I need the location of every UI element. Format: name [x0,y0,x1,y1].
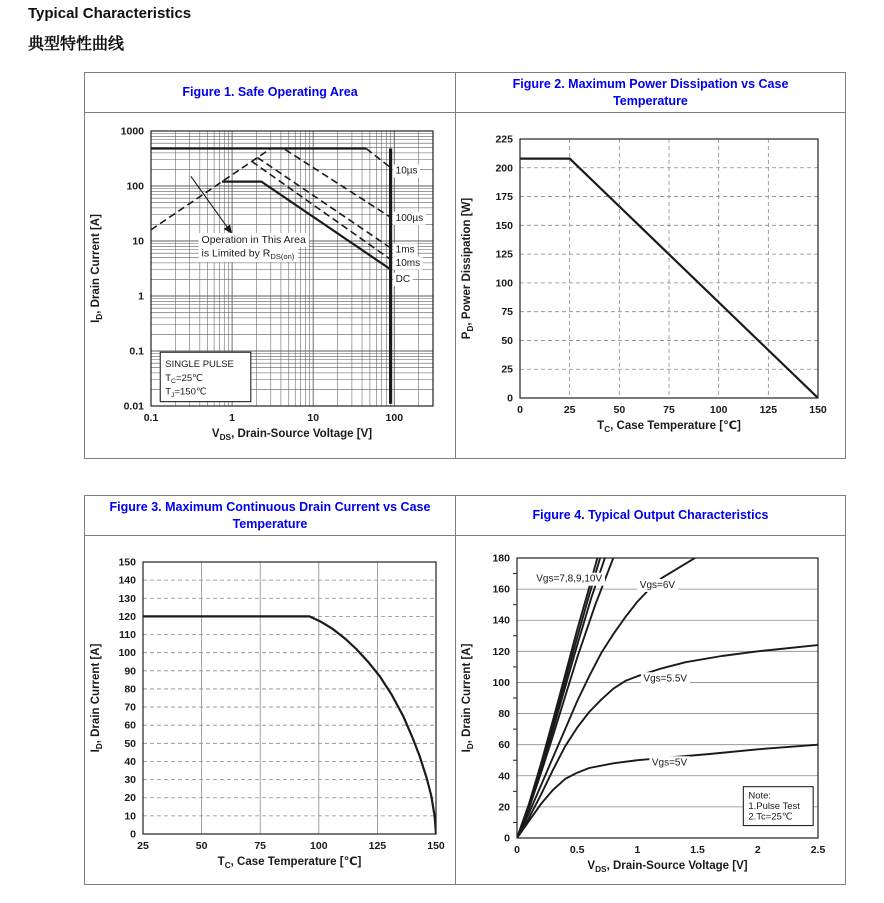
svg-text:Operation in This Area: Operation in This Area [201,233,306,246]
svg-text:ID, Drain Current [A]: $I_D$, Drain Current [A] [90,214,104,323]
figure-2-title: Figure 2. Maximum Power Dissipation vs Case Temperature [456,73,845,113]
svg-text:1: 1 [138,290,144,303]
svg-text:150: 150 [809,404,827,416]
fig3-grid [143,562,436,834]
svg-text:150: 150 [495,219,513,232]
svg-text:100: 100 [310,840,328,852]
svg-text:80: 80 [498,708,510,721]
figure-3-title: Figure 3. Maximum Continuous Drain Current vs Case Temperature [85,496,455,536]
fig1-svg [85,113,455,458]
svg-text:120: 120 [118,610,136,623]
svg-text:180: 180 [492,552,510,565]
svg-text:60: 60 [124,719,136,732]
svg-text:75: 75 [254,840,267,852]
svg-text:140: 140 [118,574,136,587]
fig1-curve-label: DC [395,273,411,285]
svg-text:100: 100 [126,180,144,193]
svg-text:2.Tc=25℃: 2.Tc=25℃ [748,811,793,823]
curve-pd-vs-tc [520,159,818,398]
svg-text:100: 100 [385,412,404,424]
section-title-en: Typical Characteristics [28,5,192,22]
svg-text:150: 150 [118,556,136,569]
svg-text:150: 150 [427,840,445,852]
svg-text:10: 10 [132,235,144,248]
figure-2-chart [456,113,845,458]
svg-text:50: 50 [501,334,513,347]
svg-text:50: 50 [613,404,626,416]
svg-text:1: 1 [634,844,641,856]
fig4-curve-label: Vgs=5V [651,757,688,769]
svg-text:1.5: 1.5 [690,844,705,856]
svg-text:0: 0 [507,392,513,405]
svg-text:125: 125 [368,840,387,852]
figure-4-panel [456,495,846,885]
svg-text:100: 100 [118,647,136,660]
fig1-curve-label: 10ms [395,257,421,269]
svg-text:Note:: Note: [748,790,772,802]
svg-text:25: 25 [563,404,576,416]
svg-text:PD, Power Dissipation [W]: $P_D$, Power Dissipation [W] [461,197,475,340]
figure-3-panel [84,495,456,885]
svg-text:0.5: 0.5 [569,844,585,856]
fig1-curve-label: 100µs [395,212,424,224]
fig2-series [520,159,818,398]
svg-text:75: 75 [501,306,513,319]
section-title-zh: 典型特性曲线 [28,36,125,53]
svg-text:100: 100 [492,676,510,689]
svg-text:0: 0 [504,832,510,845]
fig2-svg [456,113,844,458]
svg-text:10: 10 [124,810,136,823]
svg-text:100: 100 [709,404,728,416]
svg-text:110: 110 [119,629,136,642]
svg-text:20: 20 [124,792,136,805]
svg-text:0.01: 0.01 [123,400,144,413]
figure-1-title: Figure 1. Safe Operating Area [85,73,455,113]
svg-text:0: 0 [514,844,520,856]
fig4-curve-label: Vgs=5.5V [643,673,688,685]
svg-text:75: 75 [663,404,675,416]
svg-text:80: 80 [124,683,136,696]
svg-text:TJ=150℃: $T_J=150℃$ [165,386,207,399]
svg-text:225: 225 [495,133,513,146]
svg-text:1: 1 [229,412,236,424]
svg-text:TC=25℃: $T_C=25℃$ [165,372,203,386]
svg-text:VDS, Drain-Source Voltage [V]: $V_{DS}$, Drain-Source Voltage [V] [211,428,373,442]
fig4-curve-label: Vgs=6V [639,579,676,591]
figure-1-panel [84,72,456,459]
svg-text:40: 40 [124,755,136,768]
svg-text:0.1: 0.1 [143,412,159,424]
svg-text:TC, Case Temperature [℃]: $T_C$, Case Temperature [℃] [597,420,741,434]
svg-text:1000: 1000 [120,125,144,138]
figure-2-panel [456,72,846,459]
figure-3-chart [85,536,455,884]
svg-text:70: 70 [124,701,136,714]
svg-text:25: 25 [137,840,149,852]
figure-grid [84,72,846,885]
svg-text:60: 60 [498,739,510,752]
svg-text:ID, Drain Current [A]: $I_D$, Drain Current [A] [90,643,104,753]
fig4-curve-label: Vgs=7,8,9,10V [536,573,603,585]
svg-text:25: 25 [501,363,513,376]
svg-text:0: 0 [130,828,136,841]
figure-4-chart [456,536,845,884]
svg-text:90: 90 [124,665,136,678]
svg-text:100: 100 [495,277,513,290]
svg-text:130: 130 [118,592,136,605]
svg-text:2.5: 2.5 [810,844,826,856]
curve-vgs-6V [517,552,705,838]
svg-text:ID, Drain Current [A]: $I_D$, Drain Current [A] [461,643,475,753]
svg-text:VDS, Drain-Source Voltage [V]: $V_{DS}$, Drain-Source Voltage [V] [587,860,748,874]
fig1-curve-label: 1ms [395,244,415,256]
curve-vgs-10V [517,552,599,838]
svg-text:50: 50 [195,840,208,852]
svg-text:30: 30 [124,774,136,787]
svg-text:125: 125 [759,404,778,416]
fig2-grid [520,139,818,398]
curve-rdson-limit-line [151,149,271,230]
svg-text:140: 140 [492,614,510,627]
fig1-curve-label: 10µs [395,165,418,177]
svg-text:40: 40 [498,770,510,783]
svg-text:0.1: 0.1 [129,345,144,358]
fig3-svg [85,536,455,884]
svg-text:10: 10 [307,412,320,424]
svg-text:TC, Case Temperature [℃]: $T_C$, Case Temperature [℃] [217,856,362,870]
svg-text:50: 50 [124,737,136,750]
svg-text:is Limited by RDS(on): is Limited by $R_{DS(on)}$ [201,247,295,262]
svg-text:SINGLE PULSE: SINGLE PULSE [165,358,234,370]
svg-text:0: 0 [517,404,523,416]
svg-text:1.Pulse Test: 1.Pulse Test [748,800,800,812]
svg-text:125: 125 [495,248,513,261]
svg-text:175: 175 [495,191,513,204]
svg-text:2: 2 [754,844,761,856]
svg-text:20: 20 [498,801,510,814]
figure-1-chart [85,113,455,458]
curve-vgs-8V [517,552,607,838]
svg-text:200: 200 [495,162,513,175]
fig4-svg [456,536,844,884]
figure-4-title: Figure 4. Typical Output Characteristics [456,496,845,536]
svg-text:160: 160 [492,583,510,596]
svg-text:120: 120 [492,645,510,658]
